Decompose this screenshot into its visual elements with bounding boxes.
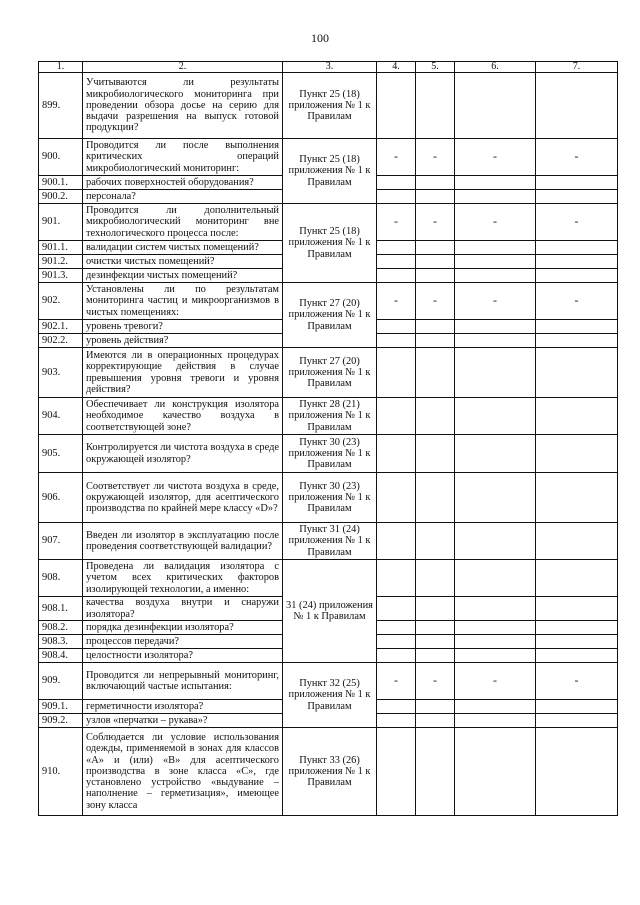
answer-cell: -	[536, 204, 618, 241]
question-text: Соблюдается ли условие использования одежды, применяемой в зонах для классов «А» и (или) «В» для асептического производства в зоне класса «С», где установлено устройство «выдувание – наполнение – герметизация», имеющее зону класса	[83, 728, 283, 816]
answer-cell	[377, 649, 416, 663]
regulation-reference: Пункт 31 (24) приложения № 1 к Правилам	[283, 523, 377, 560]
answer-cell	[455, 73, 536, 139]
item-number: 900.2.	[39, 190, 83, 204]
regulation-reference: Пункт 27 (20) приложения № 1 к Правилам	[283, 348, 377, 398]
answer-cell: -	[536, 663, 618, 700]
item-number: 899.	[39, 73, 83, 139]
page-number: 100	[311, 31, 329, 45]
question-text: процессов передачи?	[83, 635, 283, 649]
question-text: валидации систем чистых помещений?	[83, 241, 283, 255]
question-text: Проведена ли валидация изолятора с учетом всех критических факторов изолирующей технологии, а именно:	[83, 560, 283, 597]
answer-cell	[377, 334, 416, 348]
answer-cell	[455, 473, 536, 523]
answer-cell	[377, 435, 416, 473]
answer-cell	[416, 728, 455, 816]
question-text: очистки чистых помещений?	[83, 255, 283, 269]
table-row	[39, 728, 618, 816]
answer-cell: -	[536, 139, 618, 176]
question-text: уровень тревоги?	[83, 320, 283, 334]
answer-cell	[455, 560, 536, 597]
answer-cell	[416, 241, 455, 255]
column-header: 1.	[39, 62, 83, 73]
answer-cell	[377, 714, 416, 728]
question-text: качества воздуха внутри и снаружи изолятора?	[83, 597, 283, 621]
answer-cell	[455, 435, 536, 473]
answer-cell	[377, 320, 416, 334]
answer-cell	[455, 176, 536, 190]
item-number: 902.1.	[39, 320, 83, 334]
answer-cell	[536, 714, 618, 728]
answer-cell: -	[377, 139, 416, 176]
answer-cell	[455, 621, 536, 635]
item-number: 909.2.	[39, 714, 83, 728]
answer-cell	[536, 269, 618, 283]
item-number: 909.1.	[39, 700, 83, 714]
item-number: 901.2.	[39, 255, 83, 269]
item-number: 901.3.	[39, 269, 83, 283]
question-text: дезинфекции чистых помещений?	[83, 269, 283, 283]
question-text: порядка дезинфекции изолятора?	[83, 621, 283, 635]
answer-cell	[416, 320, 455, 334]
answer-cell: -	[377, 663, 416, 700]
question-text: Учитываются ли результаты микробиологического мониторинга при проведении обзора досье на серию для выдачи разрешения на выпуск готовой продукции?	[83, 73, 283, 139]
answer-cell	[377, 700, 416, 714]
answer-cell	[377, 560, 416, 597]
answer-cell	[536, 597, 618, 621]
answer-cell	[536, 700, 618, 714]
answer-cell	[455, 700, 536, 714]
item-number: 902.	[39, 283, 83, 320]
regulation-reference: Пункт 25 (18) приложения № 1 к Правилам	[283, 73, 377, 139]
item-number: 906.	[39, 473, 83, 523]
answer-cell	[377, 348, 416, 398]
table-row	[39, 204, 618, 241]
question-text: Контролируется ли чистота воздуха в среде окружающей изолятор?	[83, 435, 283, 473]
regulation-reference: Пункт 30 (23) приложения № 1 к Правилам	[283, 435, 377, 473]
answer-cell	[536, 73, 618, 139]
answer-cell	[536, 649, 618, 663]
table-row	[39, 283, 618, 320]
answer-cell: -	[455, 663, 536, 700]
question-text: персонала?	[83, 190, 283, 204]
answer-cell	[377, 255, 416, 269]
answer-cell: -	[416, 139, 455, 176]
answer-cell: -	[455, 204, 536, 241]
table-row	[39, 73, 618, 139]
answer-cell	[536, 190, 618, 204]
answer-cell: -	[416, 283, 455, 320]
answer-cell	[416, 714, 455, 728]
answer-cell	[536, 334, 618, 348]
answer-cell	[377, 473, 416, 523]
answer-cell	[416, 73, 455, 139]
question-text: Введен ли изолятор в эксплуатацию после проведения соответствующей валидации?	[83, 523, 283, 560]
regulation-reference: Пункт 30 (23) приложения № 1 к Правилам	[283, 473, 377, 523]
item-number: 908.	[39, 560, 83, 597]
item-number: 905.	[39, 435, 83, 473]
answer-cell	[455, 190, 536, 204]
answer-cell	[536, 398, 618, 435]
table-row	[39, 139, 618, 176]
item-number: 908.1.	[39, 597, 83, 621]
answer-cell	[536, 241, 618, 255]
answer-cell	[455, 398, 536, 435]
answer-cell	[455, 334, 536, 348]
regulation-reference: Пункт 27 (20) приложения № 1 к Правилам	[283, 283, 377, 348]
answer-cell	[455, 714, 536, 728]
question-text: рабочих поверхностей оборудования?	[83, 176, 283, 190]
answer-cell	[377, 269, 416, 283]
answer-cell	[455, 728, 536, 816]
answer-cell	[455, 597, 536, 621]
item-number: 901.	[39, 204, 83, 241]
table-row	[39, 560, 618, 597]
answer-cell	[536, 176, 618, 190]
regulation-reference: Пункт 28 (21) приложения № 1 к Правилам	[283, 398, 377, 435]
table-row	[39, 435, 618, 473]
item-number: 909.	[39, 663, 83, 700]
regulation-reference: Пункт 32 (25) приложения № 1 к Правилам	[283, 663, 377, 728]
answer-cell	[455, 255, 536, 269]
answer-cell	[536, 473, 618, 523]
item-number: 908.4.	[39, 649, 83, 663]
question-text: Обеспечивает ли конструкция изолятора необходимое качество воздуха в соответствующей зоне?	[83, 398, 283, 435]
answer-cell	[455, 348, 536, 398]
question-text: уровень действия?	[83, 334, 283, 348]
table-row	[39, 523, 618, 560]
answer-cell	[416, 649, 455, 663]
answer-cell	[416, 523, 455, 560]
answer-cell	[455, 320, 536, 334]
answer-cell	[536, 635, 618, 649]
answer-cell	[416, 700, 455, 714]
item-number: 908.3.	[39, 635, 83, 649]
answer-cell	[377, 635, 416, 649]
item-number: 900.	[39, 139, 83, 176]
question-text: Имеются ли в операционных процедурах корректирующие действия в случае превышения уровня тревоги и уровня действия?	[83, 348, 283, 398]
answer-cell	[416, 597, 455, 621]
answer-cell	[455, 241, 536, 255]
answer-cell	[536, 523, 618, 560]
answer-cell	[416, 560, 455, 597]
answer-cell	[536, 728, 618, 816]
question-text: Проводится ли после выполнения критических операций микробиологический мониторинг:	[83, 139, 283, 176]
answer-cell	[377, 621, 416, 635]
answer-cell	[377, 597, 416, 621]
answer-cell: -	[536, 283, 618, 320]
answer-cell: -	[416, 204, 455, 241]
regulation-reference: 31 (24) приложения № 1 к Правилам	[283, 560, 377, 663]
answer-cell: -	[377, 204, 416, 241]
answer-cell	[536, 348, 618, 398]
column-header: 3.	[283, 62, 377, 73]
answer-cell	[455, 635, 536, 649]
answer-cell	[377, 241, 416, 255]
question-text: Установлены ли по результатам мониторинга частиц и микроорганизмов в чистых помещениях:	[83, 283, 283, 320]
answer-cell	[416, 435, 455, 473]
question-text: герметичности изолятора?	[83, 700, 283, 714]
item-number: 900.1.	[39, 176, 83, 190]
answer-cell: -	[416, 663, 455, 700]
question-text: узлов «перчатки – рукава»?	[83, 714, 283, 728]
question-text: Проводится ли непрерывный мониторинг, включающий частые испытания:	[83, 663, 283, 700]
answer-cell	[536, 435, 618, 473]
answer-cell	[455, 269, 536, 283]
column-header: 5.	[416, 62, 455, 73]
answer-cell: -	[377, 283, 416, 320]
column-header: 4.	[377, 62, 416, 73]
column-header: 2.	[83, 62, 283, 73]
answer-cell: -	[455, 283, 536, 320]
answer-cell	[416, 473, 455, 523]
answer-cell	[536, 255, 618, 269]
regulation-reference: Пункт 33 (26) приложения № 1 к Правилам	[283, 728, 377, 816]
answer-cell	[377, 728, 416, 816]
answer-cell	[377, 523, 416, 560]
answer-cell	[455, 523, 536, 560]
item-number: 907.	[39, 523, 83, 560]
table-row	[39, 398, 618, 435]
regulation-reference: Пункт 25 (18) приложения № 1 к Правилам	[283, 204, 377, 283]
answer-cell	[416, 398, 455, 435]
answer-cell	[416, 190, 455, 204]
answer-cell	[377, 73, 416, 139]
question-text: целостности изолятора?	[83, 649, 283, 663]
answer-cell	[377, 176, 416, 190]
answer-cell	[536, 560, 618, 597]
item-number: 901.1.	[39, 241, 83, 255]
answer-cell	[455, 649, 536, 663]
answer-cell	[536, 621, 618, 635]
item-number: 910.	[39, 728, 83, 816]
answer-cell	[536, 320, 618, 334]
answer-cell	[416, 334, 455, 348]
item-number: 908.2.	[39, 621, 83, 635]
answer-cell	[416, 176, 455, 190]
question-text: Соответствует ли чистота воздуха в среде, окружающей изолятор, для асептического производства по крайней мере классу «D»?	[83, 473, 283, 523]
table-row	[39, 663, 618, 700]
answer-cell	[377, 190, 416, 204]
regulation-reference: Пункт 25 (18) приложения № 1 к Правилам	[283, 139, 377, 204]
column-header: 7.	[536, 62, 618, 73]
item-number: 904.	[39, 398, 83, 435]
item-number: 903.	[39, 348, 83, 398]
answer-cell	[377, 398, 416, 435]
answer-cell: -	[455, 139, 536, 176]
question-text: Проводится ли дополнительный микробиологический мониторинг вне технологического процесса после:	[83, 204, 283, 241]
answer-cell	[416, 621, 455, 635]
table-row	[39, 348, 618, 398]
answer-cell	[416, 255, 455, 269]
column-header: 6.	[455, 62, 536, 73]
answer-cell	[416, 269, 455, 283]
checklist-table	[38, 61, 618, 816]
item-number: 902.2.	[39, 334, 83, 348]
answer-cell	[416, 635, 455, 649]
header-row	[39, 62, 618, 73]
answer-cell	[416, 348, 455, 398]
table-row	[39, 473, 618, 523]
